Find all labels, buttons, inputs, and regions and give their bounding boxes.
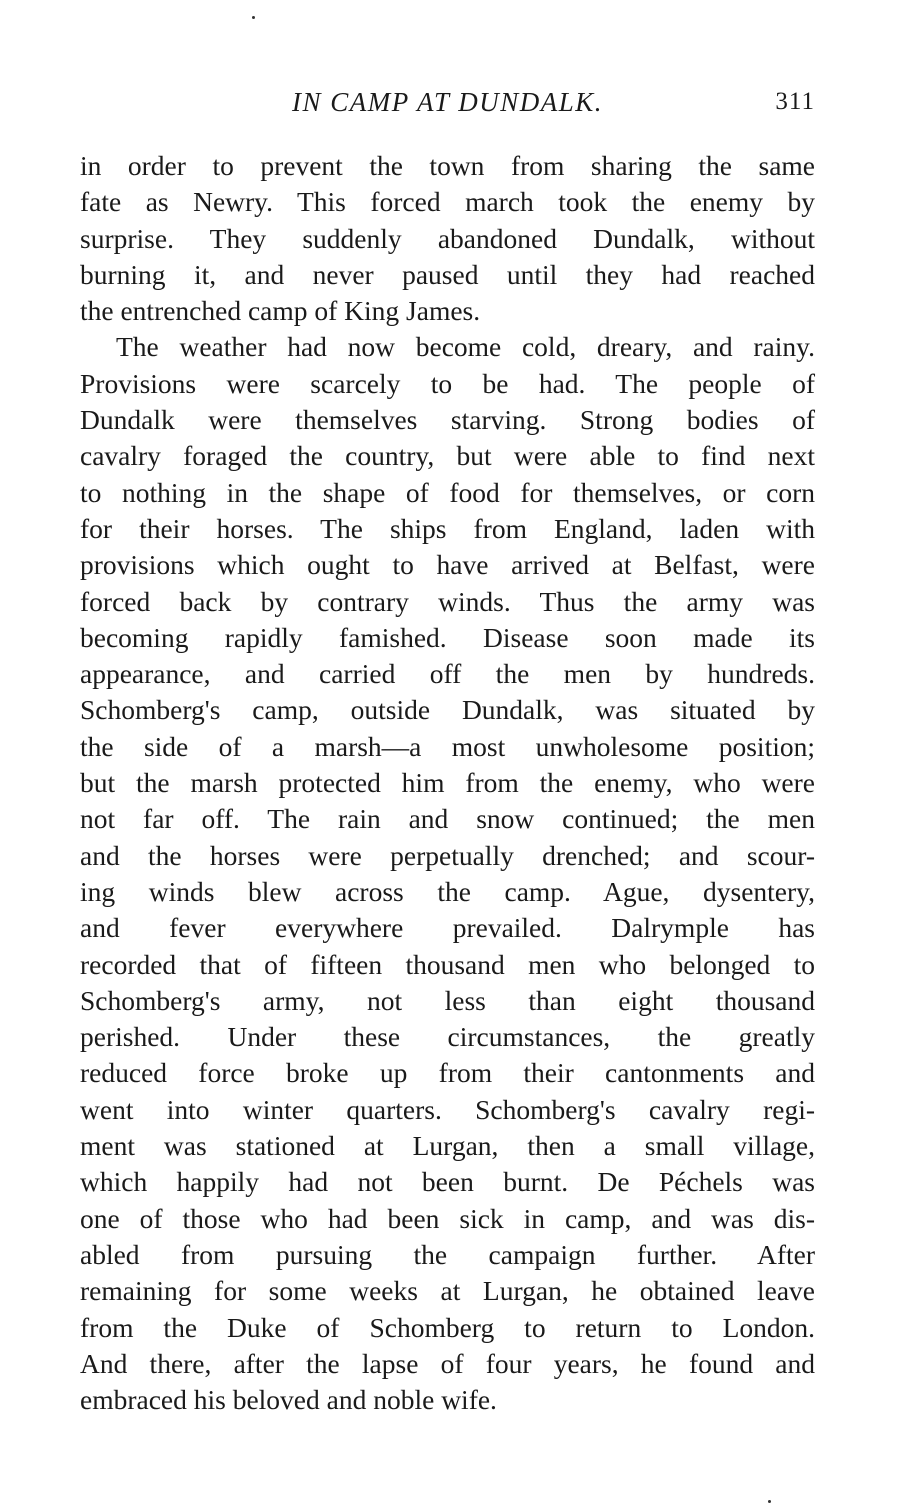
text-line: And there, after the lapse of four years, he found and <box>80 1347 815 1379</box>
text-line: in order to prevent the town from sharing the same <box>80 150 815 181</box>
running-title: IN CAMP AT DUNDALK. <box>291 87 604 117</box>
text-line: ment was stationed at Lurgan, then a small village, <box>80 1130 815 1162</box>
text-line: remaining for some weeks at Lurgan, he obtained leave <box>80 1275 815 1307</box>
text-line: burning it, and never paused until they had reached <box>80 258 815 290</box>
running-head <box>80 84 815 124</box>
body-text <box>80 148 815 1418</box>
text-line: Provisions were scarcely to be had. The people of <box>80 367 815 399</box>
text-line: cavalry foraged the country, but were able to find next <box>80 440 815 472</box>
page-number: 311 <box>775 88 815 115</box>
text-line: the side of a marsh—a most unwholesome position; <box>80 730 815 762</box>
text-line: not far off. The rain and snow continued; the men <box>80 803 815 835</box>
text-line: perished. Under these circumstances, the greatly <box>80 1021 815 1053</box>
text-line: Schomberg's army, not less than eight thousand <box>80 984 815 1016</box>
text-line: ing winds blew across the camp. Ague, dysentery, <box>80 875 815 907</box>
text-line: from the Duke of Schomberg to return to London. <box>80 1311 815 1343</box>
ink-speck-bottom <box>768 1500 771 1503</box>
text-line: for their horses. The ships from England, laden with <box>80 512 815 544</box>
text-line: to nothing in the shape of food for themselves, or corn <box>80 476 815 508</box>
text-line: appearance, and carried off the men by hundreds. <box>80 658 815 690</box>
text-line: went into winter quarters. Schomberg's cavalry regi- <box>80 1093 815 1125</box>
text-line: forced back by contrary winds. Thus the army was <box>80 585 815 617</box>
text-line: Schomberg's camp, outside Dundalk, was situated by <box>80 694 815 726</box>
text-line: The weather had now become cold, dreary, and rainy. <box>116 331 815 363</box>
text-line: which happily had not been burnt. De Péchels was <box>80 1166 815 1198</box>
text-line: becoming rapidly famished. Disease soon made its <box>80 621 815 653</box>
text-line: recorded that of fifteen thousand men who belonged to <box>80 948 815 980</box>
text-line: abled from pursuing the campaign further. After <box>80 1238 815 1270</box>
book-page <box>80 84 815 1418</box>
text-line: provisions which ought to have arrived at Belfast, were <box>80 549 815 581</box>
text-line: and fever everywhere prevailed. Dalrymple has <box>80 912 815 944</box>
text-line: but the marsh protected him from the enemy, who were <box>80 767 815 799</box>
text-line: one of those who had been sick in camp, and was dis- <box>80 1202 815 1234</box>
text-line: surprise. They suddenly abandoned Dundalk, without <box>80 222 815 254</box>
text-line: reduced force broke up from their cantonments and <box>80 1057 815 1089</box>
ink-speck-top <box>252 16 255 19</box>
text-line: Dundalk were themselves starving. Strong bodies of <box>80 404 815 436</box>
text-line: the entrenched camp of King James. <box>80 295 481 327</box>
text-line: and the horses were perpetually drenched; and scour- <box>80 839 815 871</box>
paragraph-2 <box>80 329 815 1418</box>
text-line: fate as Newry. This forced march took the enemy by <box>80 186 815 218</box>
text-line: embraced his beloved and noble wife. <box>80 1384 497 1416</box>
paragraph-1 <box>80 148 815 329</box>
